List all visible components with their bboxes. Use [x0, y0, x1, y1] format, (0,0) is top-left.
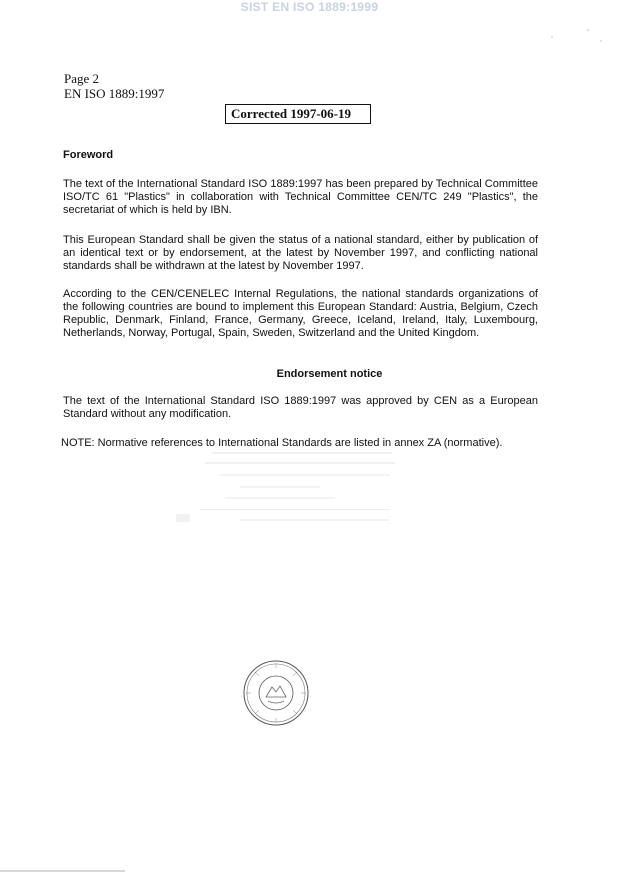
foreword-paragraph-1: The text of the International Standard ISO 1889:1997 has been prepared by Technical Committee ISO/TC 61 "Plastics" in collaboration with Technical Committee CEN/TC 249 "Plastics", the secretariat of which is held by IBN.: [63, 178, 538, 216]
standard-id: EN ISO 1889:1997: [64, 86, 165, 101]
foreword-heading: Foreword: [63, 149, 114, 161]
endorsement-heading: Endorsement notice: [276, 368, 383, 380]
foreword-paragraph-3: According to the CEN/CENELEC Internal Regulations, the national standards organizations of the following countries are bound to implement this European Standard: Austria, Belgium, Czech Republic, Denmark, Finland, France, Germany, Greece, Iceland, Ireland, Italy, Luxembourg, Netherlands, Norway, Portugal, Spain, Sweden, Switzerland and the United Kingdom.: [63, 288, 538, 339]
foreword-paragraph-2: This European Standard shall be given the status of a national standard, either by publication of an identical text or by endorsement, at the latest by November 1997, and conflicting national standards shall be withdrawn at the latest by November 1997.: [63, 234, 538, 272]
watermark: SIST EN ISO 1889:1999: [240, 0, 379, 14]
normative-note: NOTE: Normative references to International Standards are listed in annex ZA (normative).: [61, 437, 503, 449]
corrected-box: Corrected 1997-06-19: [225, 104, 371, 124]
endorsement-paragraph: The text of the International Standard ISO 1889:1997 was approved by CEN as a European Standard without any modification.: [63, 395, 538, 420]
stamp-seal: [242, 659, 310, 727]
bottom-rule: [0, 870, 130, 873]
page-number: Page 2: [64, 71, 100, 86]
